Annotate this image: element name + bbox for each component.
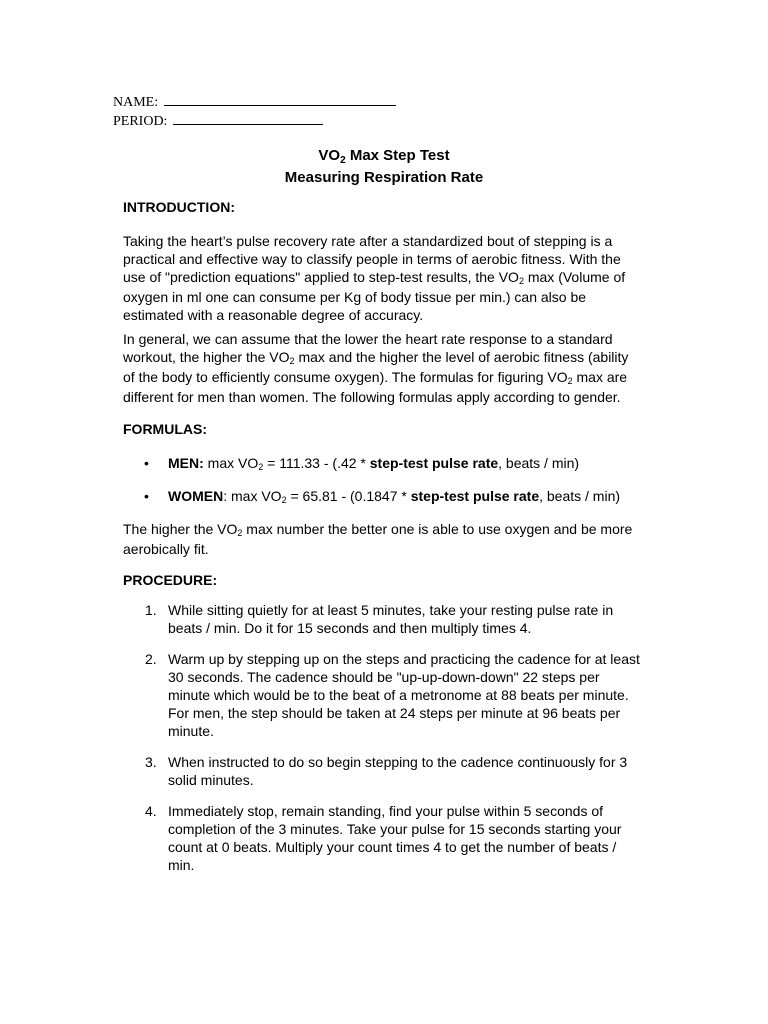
bullet-icon: •	[144, 488, 149, 504]
document-body	[123, 198, 643, 887]
men-formula-bold: step-test pulse rate	[369, 455, 499, 471]
intro-p1-text-b: max (Volume of oxygen in ml one can consume per Kg of body tissue per min.) can also be estimated with a reasonable degree of accuracy.	[123, 269, 626, 323]
title-line-1	[0, 146, 768, 168]
title-subscript: 2	[340, 155, 346, 166]
procedure-step	[123, 601, 643, 637]
step-number: 3.	[145, 754, 157, 770]
step-text: When instructed to do so begin stepping to the cadence continuously for 3 solid minutes.	[168, 754, 628, 788]
step-number: 2.	[145, 651, 157, 667]
student-info-fields	[113, 93, 396, 131]
summary-text-b: max number the better one is able to use oxygen and be more aerobically fit.	[123, 521, 633, 557]
intro-p2-sub-2: 2	[567, 376, 573, 386]
introduction-heading: INTRODUCTION:	[123, 199, 235, 215]
women-formula-bold: step-test pulse rate	[410, 488, 540, 504]
title-rest: Max Step Test	[345, 147, 450, 164]
intro-p1-text-a: Taking the heart’s pulse recovery rate after a standardized bout of stepping is a practical and effective way to classify people in terms of aerobic fitness. With the use of "prediction equations" applied to step-test results, the VO	[123, 233, 621, 285]
men-formula-c: , beats / min)	[498, 455, 580, 471]
period-label: PERIOD:	[113, 114, 168, 129]
women-formula-a: : max VO	[223, 488, 282, 504]
intro-p2-text-a: In general, we can assume that the lower the heart rate response to a standard workout, the higher the VO	[123, 331, 613, 365]
intro-paragraph-1	[123, 232, 643, 324]
intro-p2-text-b: max and the higher the level of aerobic fitness (ability of the body to efficiently consume oxygen). The formulas for figuring VO	[123, 349, 629, 385]
formulas-list	[123, 454, 643, 507]
step-text: Immediately stop, remain standing, find your pulse within 5 seconds of completion of the 3 minutes. Take your pulse for 15 seconds starting your count at 0 beats. Multiply your count times 4 to get the number of beats / min.	[168, 803, 622, 873]
intro-p2-sub: 2	[289, 356, 295, 366]
title-line-2: Measuring Respiration Rate	[284, 169, 484, 186]
men-formula-sub: 2	[258, 462, 264, 472]
formula-women	[123, 487, 643, 507]
intro-p2-text-c: max are different for men than women. The following formulas apply according to gender.	[123, 369, 628, 405]
women-formula-c: , beats / min)	[539, 488, 621, 504]
step-number: 1.	[145, 602, 157, 618]
men-formula-b: = 111.33 - (.42 *	[263, 455, 370, 471]
name-blank-line	[164, 93, 396, 106]
step-text: Warm up by stepping up on the steps and practicing the cadence for at least 30 seconds. The cadence should be "up-up-down-down" 22 steps per minute which would be to the beat of a metronome at 88 beats per minute. For men, the step should be taken at 24 steps per minute at 96 beats per minute.	[168, 651, 640, 739]
period-field-row	[113, 112, 396, 131]
intro-paragraph-2	[123, 330, 643, 406]
women-formula-sub: 2	[281, 495, 287, 505]
step-number: 4.	[145, 803, 157, 819]
period-blank-line	[173, 112, 323, 125]
step-text: While sitting quietly for at least 5 minutes, take your resting pulse rate in beats / min. Do it for 15 seconds and then multiply times 4.	[168, 602, 614, 636]
document-title	[0, 146, 768, 188]
intro-p1-sub: 2	[518, 276, 524, 286]
procedure-step	[123, 753, 643, 789]
men-formula-a: max VO	[203, 455, 259, 471]
women-label: WOMEN	[168, 488, 224, 504]
men-label: MEN:	[168, 455, 204, 471]
procedure-step	[123, 802, 643, 874]
women-formula-b: = 65.81 - (0.1847 *	[286, 488, 411, 504]
procedure-list	[123, 601, 643, 874]
name-label: NAME:	[113, 95, 159, 110]
bullet-icon: •	[144, 455, 149, 471]
procedure-step	[123, 650, 643, 740]
summary-sub: 2	[237, 528, 243, 538]
procedure-heading: PROCEDURE:	[123, 572, 218, 588]
summary-text-a: The higher the VO	[123, 521, 238, 537]
formulas-heading: FORMULAS:	[123, 421, 207, 437]
title-vo: VO	[318, 147, 341, 164]
name-field-row	[113, 93, 396, 112]
formulas-summary	[123, 520, 643, 558]
formula-men	[123, 454, 643, 474]
